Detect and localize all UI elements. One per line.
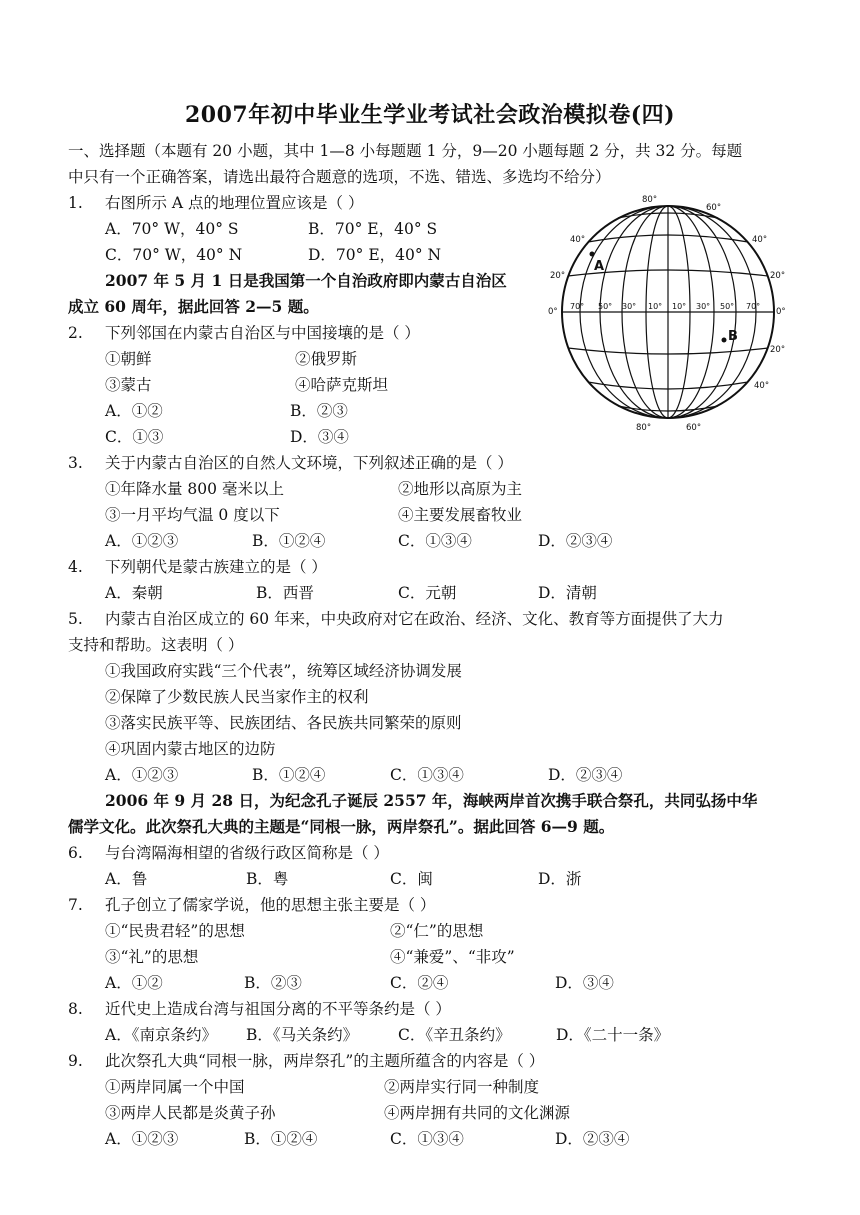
option-c: C．①③④ — [390, 1130, 464, 1148]
passage-intro-line1: 2007 年 5 月 1 日是我国第一个自治政府即内蒙古自治区 — [105, 271, 507, 290]
lat-label: 20° — [770, 345, 786, 355]
option-b: B．①②④ — [252, 532, 326, 550]
option-a: A．①②③ — [105, 766, 179, 784]
option-b: B．粤 — [246, 870, 289, 888]
option-c: C．70° W，40° N — [105, 246, 243, 264]
choice-item: ①年降水量 800 毫米以上 — [105, 480, 284, 498]
lat-label: 40° — [752, 235, 768, 245]
globe-equator-labels — [570, 302, 760, 311]
question-stem: 下列邻国在内蒙古自治区与中国接壤的是（ ） — [105, 324, 420, 342]
choice-item: ②两岸实行同一种制度 — [384, 1078, 540, 1096]
choice-item: ④“兼爱”、“非攻” — [390, 948, 515, 966]
lon-label: 70° — [746, 302, 761, 311]
section-instructions-line2: 中只有一个正确答案，请选出最符合题意的选项，不选、错选、多选均不给分） — [68, 168, 611, 186]
question-stem: 近代史上造成台湾与祖国分离的不平等条约是（ ） — [105, 1000, 451, 1018]
passage-intro-line2: 成立 60 周年，据此回答 2—5 题。 — [68, 297, 319, 316]
passage-intro-line2: 儒学文化。此次祭孔大典的主题是“同根一脉，两岸祭孔”。据此回答 6—9 题。 — [68, 817, 615, 836]
option-c: C．《辛丑条约》 — [398, 1026, 511, 1044]
question-number: 4. — [68, 558, 83, 576]
lon-label: 10° — [672, 302, 687, 311]
question-number: 3. — [68, 454, 83, 472]
option-d: D．③④ — [290, 428, 349, 446]
choice-item: ②地形以高原为主 — [398, 480, 523, 498]
lat-label: 20° — [770, 271, 786, 281]
page-title: 2007年初中毕业生学业考试社会政治模拟卷(四) — [184, 102, 676, 128]
question-stem-line2: 支持和帮助。这表明（ ） — [68, 636, 244, 654]
option-d: D．清朝 — [538, 584, 597, 602]
option-b: B．②③ — [290, 402, 348, 420]
point-b-label: B — [728, 329, 738, 344]
option-c: C．闽 — [390, 870, 433, 888]
point-b-marker — [722, 338, 727, 343]
option-d: D．②③④ — [538, 532, 613, 550]
lon-label: 30° — [622, 302, 637, 311]
choice-item: ④两岸拥有共同的文化渊源 — [384, 1104, 571, 1122]
lon-label: 70° — [570, 302, 585, 311]
option-a: A．《南京条约》 — [105, 1026, 217, 1044]
option-b: B．②③ — [244, 974, 302, 992]
passage-intro-line1: 2006 年 9 月 28 日，为纪念孔子诞辰 2557 年，海峡两岸首次携手联合祭孔，共同弘扬中华 — [105, 791, 758, 810]
question-number: 7. — [68, 896, 83, 914]
question-stem: 与台湾隔海相望的省级行政区简称是（ ） — [105, 844, 389, 862]
lon-label: 50° — [598, 302, 613, 311]
lat-label: 20° — [550, 271, 566, 281]
choice-item: ④巩固内蒙古地区的边防 — [105, 740, 276, 758]
option-d: D．《二十一条》 — [556, 1026, 670, 1044]
lon-label: 30° — [696, 302, 711, 311]
lon-label: 10° — [648, 302, 663, 311]
question-number: 9. — [68, 1052, 83, 1070]
option-a: A．①②③ — [105, 1130, 179, 1148]
option-a: A．①②③ — [105, 532, 179, 550]
question-number: 8. — [68, 1000, 83, 1018]
choice-item: ①朝鲜 — [105, 350, 152, 368]
option-a: A．70° W，40° S — [105, 220, 239, 238]
option-d: D．②③④ — [555, 1130, 630, 1148]
choice-item: ④哈萨克斯坦 — [295, 376, 389, 394]
choice-item: ①两岸同属一个中国 — [105, 1078, 245, 1096]
option-b: B．《马关条约》 — [246, 1026, 359, 1044]
option-b: B．①②④ — [244, 1130, 318, 1148]
choice-item: ③“礼”的思想 — [105, 948, 199, 966]
option-c: C．①③④ — [398, 532, 472, 550]
choice-item: ②俄罗斯 — [295, 350, 358, 368]
point-a-label: A — [594, 259, 605, 274]
choice-item: ②“仁”的思想 — [390, 922, 484, 940]
point-a-marker — [590, 252, 595, 257]
option-a: A．秦朝 — [105, 584, 163, 602]
lon-label: 50° — [720, 302, 735, 311]
lat-label: 60° — [706, 203, 722, 213]
question-stem: 右图所示 A 点的地理位置应该是（ ） — [105, 194, 364, 212]
question-stem: 孔子创立了儒家学说，他的思想主张主要是（ ） — [105, 896, 436, 914]
question-number: 2. — [68, 324, 83, 342]
lat-label: 40° — [570, 235, 586, 245]
globe-bottom-labels — [636, 423, 701, 433]
question-stem: 此次祭孔大典“同根一脉，两岸祭孔”的主题所蕴含的内容是（ ） — [105, 1052, 545, 1070]
question-stem: 关于内蒙古自治区的自然人文环境，下列叙述正确的是（ ） — [105, 454, 513, 472]
question-stem: 下列朝代是蒙古族建立的是（ ） — [105, 558, 327, 576]
choice-item: ①“民贵君轻”的思想 — [105, 922, 245, 940]
choice-item: ①我国政府实践“三个代表”，统筹区域经济协调发展 — [105, 662, 462, 680]
option-a: A．①② — [105, 402, 163, 420]
question-number: 6. — [68, 844, 83, 862]
globe-right-labels — [752, 235, 786, 391]
option-b: B．西晋 — [256, 584, 314, 602]
choice-item: ③两岸人民都是炎黄子孙 — [105, 1104, 276, 1122]
option-c: C．①③④ — [390, 766, 464, 784]
lat-label: 80° — [636, 423, 652, 433]
lat-label: 80° — [642, 195, 658, 205]
choice-item: ④主要发展畜牧业 — [398, 506, 523, 524]
choice-item: ③一月平均气温 0 度以下 — [105, 506, 280, 524]
choice-item: ③蒙古 — [105, 376, 152, 394]
option-d: D．③④ — [555, 974, 614, 992]
question-number: 1. — [68, 194, 83, 212]
option-a: A．①② — [105, 974, 163, 992]
option-d: D．70° E，40° N — [308, 246, 442, 264]
lat-label: 60° — [686, 423, 702, 433]
section-instructions-line1: 一、选择题（本题有 20 小题，其中 1—8 小每题题 1 分，9—20 小题每题 2 分，共 32 分。每题 — [68, 142, 743, 160]
option-b: B．70° E，40° S — [308, 220, 438, 238]
option-d: D．浙 — [538, 870, 582, 888]
globe-grid-lines — [562, 206, 774, 418]
lat-label: 0° — [548, 307, 558, 317]
option-c: C．②④ — [390, 974, 449, 992]
globe-graticule-figure — [548, 190, 788, 435]
option-c: C．①③ — [105, 428, 164, 446]
choice-item: ②保障了少数民族人民当家作主的权利 — [105, 688, 369, 706]
question-number: 5. — [68, 610, 83, 628]
choice-item: ③落实民族平等、民族团结、各民族共同繁荣的原则 — [105, 714, 462, 732]
option-b: B．①②④ — [252, 766, 326, 784]
question-stem-line1: 内蒙古自治区成立的 60 年来，中央政府对它在政治、经济、文化、教育等方面提供了大力 — [105, 610, 724, 628]
option-a: A．鲁 — [105, 870, 148, 888]
lat-label: 0° — [776, 307, 786, 317]
option-d: D．②③④ — [548, 766, 623, 784]
lat-label: 40° — [754, 381, 770, 391]
option-c: C．元朝 — [398, 584, 457, 602]
